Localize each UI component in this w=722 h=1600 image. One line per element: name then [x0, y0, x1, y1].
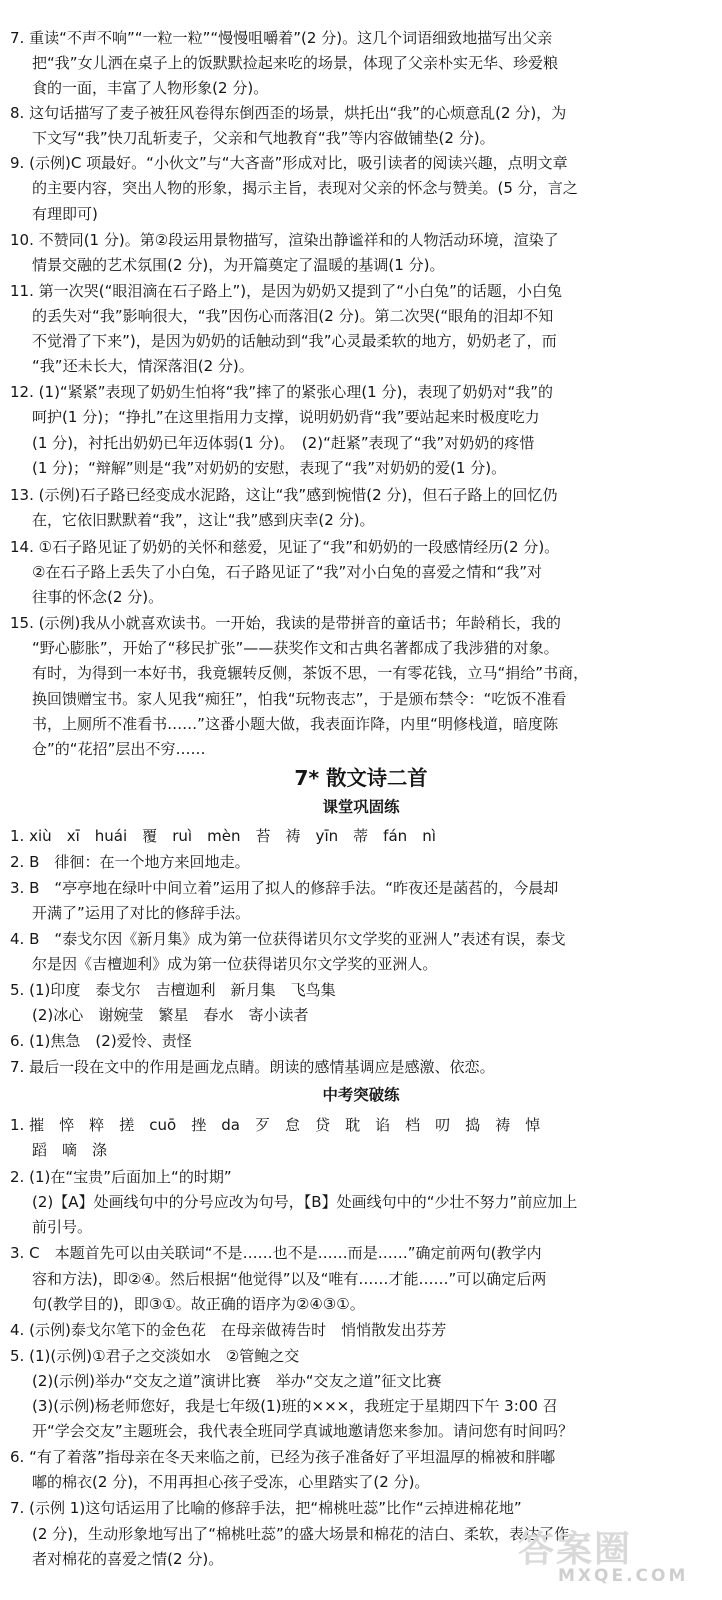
- e5-line: (3)(示例)杨老师您好，我是七年级(1)班的×××，我班定于星期四下午 3:00 召: [32, 1397, 558, 1416]
- e1-line: 1. 摧 悴 粹 搓 cuō 挫 da 歹 怠 贷 耽 谄 档 叨 捣 祷 悼: [10, 1116, 541, 1134]
- answer-8-line: 8. 这句话描写了麦子被狂风卷得东倒西歪的场景，烘托出“我”的心烦意乱(2 分)，为: [10, 103, 567, 122]
- e2-line: (2)【A】处画线句中的分号应改为句号，【B】处画线句中的“少壮不努力”前应加上: [32, 1193, 578, 1212]
- answer-9-line: 的主要内容，突出人物的形象，揭示主旨，表现对父亲的怀念与赞美。(5 分，言之: [32, 179, 578, 198]
- q3-line: 3. B “亭亭地在绿叶中间立着”运用了拟人的修辞手法。“昨夜还是菡萏的，今晨却: [10, 878, 559, 897]
- answer-11-line: “我”还未长大，情深落泪(2 分)。: [32, 357, 254, 376]
- e7-line: 7. (示例 1)这句话运用了比喻的修辞手法，把“棉桃吐蕊”比作“云掉进棉花地”: [10, 1499, 522, 1518]
- answer-11-line: 的丢失对“我”影响很大，“我”因伤心而落泪(2 分)。第二次哭(“眼角的泪却不知: [32, 306, 554, 325]
- answer-13-line: 在，它依旧默默着“我”，这让“我”感到庆幸(2 分)。: [32, 510, 375, 529]
- watermark-site-text: MXQE.COM: [558, 1566, 689, 1586]
- answer-9-line: 9. (示例)C 项最好。“小伙文”与“大吝啬”形成对比，吸引读者的阅读兴趣，点明文章: [10, 154, 568, 173]
- q4-line: 尔是因《吉檀迦利》成为第一位获得诺贝尔文学奖的亚洲人。: [32, 955, 438, 974]
- answer-12-line: 12. (1)“紧紧”表现了奶奶生怕将“我”摔了的紧张心理(1 分)，表现了奶奶对“我”的: [10, 383, 554, 402]
- q5-line: 5. (1)印度 泰戈尔 吉檀迦利 新月集 飞鸟集: [10, 981, 336, 1000]
- answer-15-line: 有时，为得到一本好书，我竟辗转反侧，茶饭不思，一有零花钱，立马“捐给”书商，: [32, 664, 589, 683]
- e2-line: 2. (1)在“宝贵”后面加上“的时期”: [10, 1168, 232, 1186]
- e7-line: 者对棉花的喜爱之情(2 分)。: [32, 1549, 224, 1568]
- e4-line: 4. (示例)泰戈尔笔下的金色花 在母亲做祷告时 悄悄散发出芬芳: [10, 1320, 447, 1339]
- q1-pinyin-line: 1. xiù xī huái 覆 ruì mèn 苔 祷 yīn 蒂 fán nì: [10, 826, 436, 845]
- answer-15-line: 15. (示例)我从小就喜欢读书。一开始，我读的是带拼音的童话书；年龄稍长，我的: [10, 613, 561, 632]
- q3-line: 开满了”运用了对比的修辞手法。: [32, 904, 250, 922]
- e6-line: 嘟的棉衣(2 分)，不用再担心孩子受冻，心里踏实了(2 分)。: [32, 1473, 430, 1492]
- answer-15-line: 书，上厕所不准看书……”这番小题大做，我表面诈降，内里“明修栈道，暗度陈: [32, 714, 559, 733]
- answer-11-line: 不觉滑了下来”)，是因为奶奶的话触动到“我”心灵最柔软的地方，奶奶老了，而: [32, 332, 557, 350]
- answer-12-line: 呵护(1 分)；“挣扎”在这里指用力支撑，说明奶奶背“我”要站起来时极度吃力: [32, 408, 540, 427]
- q2-line: 2. B 徘徊：在一个地方来回地走。: [10, 852, 250, 871]
- answer-12-line: (1 分)；“辩解”则是“我”对奶奶的安慰，表现了“我”对奶奶的爱(1 分)。: [32, 458, 507, 477]
- e3-line: 容和方法)，即②④。然后根据“他觉得”以及“唯有……才能……”可以确定后两: [32, 1269, 547, 1288]
- answer-8-line: 下文写“我”快刀乱斩麦子，父亲和气地教育“我”等内容做铺垫(2 分)。: [32, 128, 495, 147]
- q6-line: 6. (1)焦急 (2)爱怜、责怪: [10, 1032, 192, 1051]
- answer-14-line: 往事的怀念(2 分)。: [32, 587, 164, 606]
- watermark-logo: [518, 1530, 718, 1590]
- answer-15-line: 换回馈赠宝书。家人见我“痴狂”，怕我“玩物丧志”，于是颁布禁令：“吃饭不准看: [32, 689, 567, 708]
- answer-15-line: 仓”的“花招”层出不穷……: [32, 739, 206, 758]
- answer-7-line: 食的一面，丰富了人物形象(2 分)。: [32, 79, 269, 98]
- answer-9-line: 有理即可): [32, 204, 98, 223]
- answer-7-line: 把“我”女儿洒在桌子上的饭默默捡起来吃的场景，体现了父亲朴实无华、珍爱粮: [32, 54, 559, 73]
- q4-line: 4. B “泰戈尔因《新月集》成为第一位获得诺贝尔文学奖的亚洲人”表述有误，泰戈: [10, 930, 566, 948]
- e3-line: 3. C 本题首先可以由关联词“不是……也不是……而是……”确定前两句(教学内: [10, 1244, 542, 1263]
- answer-11-line: 11. 第一次哭(“眼泪滴在石子路上”)，是因为奶奶又提到了“小白兔”的话题，小白兔: [10, 281, 562, 300]
- e7-line: (2 分)，生动形象地写出了“棉桃吐蕊”的盛大场景和棉花的洁白、柔软，表达了作: [32, 1524, 570, 1543]
- q5-line: (2)冰心 谢婉莹 繁星 春水 寄小读者: [32, 1006, 309, 1025]
- answer-15-line: “野心膨胀”，开始了“移民扩张”——获奖作文和古典名著都成了我涉猎的对象。: [32, 639, 559, 658]
- lesson-title: 7* 散文诗二首: [294, 766, 428, 790]
- section-exam: 中考突破练: [322, 1085, 400, 1104]
- answer-14-line: 14. ①石子路见证了奶奶的关怀和慈爱，见证了“我”和奶奶的一段感情经历(2 分)。: [10, 537, 560, 556]
- e5-line: (2)(示例)举办“交友之道”演讲比赛 举办“交友之道”征文比赛: [32, 1371, 442, 1390]
- q7-line: 7. 最后一段在文中的作用是画龙点睛。朗读的感情基调应是感激、依恋。: [10, 1058, 495, 1077]
- e5-line: 开“学会交友”主题班会，我代表全班同学真诚地邀请您来参加。请问您有时间吗？: [32, 1422, 574, 1441]
- answer-10-line: 10. 不赞同(1 分)。第②段运用景物描写，渲染出静谧祥和的人物活动环境，渲染了: [10, 230, 559, 249]
- e6-line: 6. “有了着落”指母亲在冬天来临之前，已经为孩子准备好了平坦温厚的棉被和胖嘟: [10, 1448, 556, 1467]
- section-classroom: 课堂巩固练: [322, 797, 400, 816]
- answer-10-line: 情景交融的艺术氛围(2 分)，为开篇奠定了温暖的基调(1 分)。: [32, 255, 445, 274]
- answer-7-line: 7. 重读“不声不响”“一粒一粒”“慢慢咀嚼着”(2 分)。这几个词语细致地描写出父亲: [10, 29, 553, 47]
- e2-line: 前引号。: [32, 1218, 93, 1237]
- answer-13-line: 13. (示例)石子路已经变成水泥路，这让“我”感到惋惜(2 分)，但石子路上的回忆仍: [10, 485, 558, 504]
- watermark-logo-text: 答案圈: [518, 1529, 633, 1570]
- e1-line: 蹈 嘀 涤: [32, 1141, 108, 1160]
- answer-12-line: (1 分)，衬托出奶奶已年迈体弱(1 分)。 (2)“赶紧”表现了“我”对奶奶的疼惜: [32, 433, 535, 452]
- answer-14-line: ②在石子路上丢失了小白兔，石子路见证了“我”对小白兔的喜爱之情和“我”对: [32, 562, 543, 581]
- e3-line: 句(教学目的)，即③①。故正确的语序为②④③①。: [32, 1294, 365, 1313]
- e5-line: 5. (1)(示例)①君子之交淡如水 ②管鲍之交: [10, 1346, 300, 1365]
